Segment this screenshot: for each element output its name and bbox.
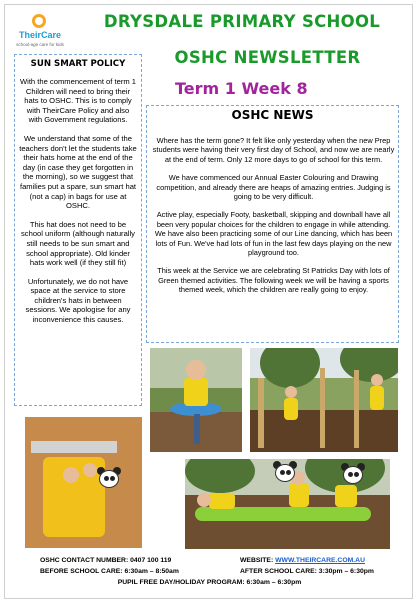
website-label: WEBSITE: xyxy=(240,557,274,564)
contact-number-line xyxy=(40,557,171,564)
newsletter-title: OSHC NEWSLETTER xyxy=(174,48,361,67)
oshc-news-box xyxy=(146,105,399,343)
sun-icon xyxy=(32,14,46,28)
news-paragraph: This week at the Service we are celebrating St Patricks Day with lots of Green themed activities. The following week we will be having a sports themed week, which the children are really going to enjoy. xyxy=(157,266,390,295)
news-paragraph: Where has the term gone? It felt like only yesterday when the new Prep students were having their very first day of School, and now we are nearly at the end of term. Only 12 more days to go of school for this term. xyxy=(152,136,395,164)
before-school-care: BEFORE SCHOOL CARE: 6:30am – 8:50am xyxy=(40,568,179,575)
contact-label: OSHC CONTACT NUMBER: xyxy=(40,557,129,564)
news-body xyxy=(152,136,395,304)
photo-child-spinner xyxy=(150,348,242,452)
news-title: OSHC NEWS xyxy=(231,108,314,122)
logo-tagline: school-age care for kids xyxy=(16,42,64,47)
sun-smart-policy-box xyxy=(14,54,142,406)
panda-sticker-icon xyxy=(97,467,121,489)
sun-policy-body xyxy=(19,77,137,334)
sun-policy-title: SUN SMART POLICY xyxy=(30,59,126,69)
after-school-care: AFTER SCHOOL CARE: 3:30pm – 6:30pm xyxy=(240,568,374,575)
sun-policy-paragraph: Unfortunately, we do not have space at the service to store children's hats in between sessions. We apologise for any inconvenience this causes. xyxy=(25,276,131,325)
sun-policy-paragraph: This hat does not need to be school uniform (although naturally still needs to be sun smart and school appropriate). Old kinder hats work well (if they still fit) xyxy=(21,219,135,268)
news-paragraph: We have commenced our Annual Easter Colouring and Drawing competition, and already there are heaps of amazing entries. Judging is going to be very difficult. xyxy=(156,173,391,202)
term-week-subtitle: Term 1 Week 8 xyxy=(175,79,308,98)
photo-slide-tower xyxy=(25,417,142,548)
pupil-free-day: PUPIL FREE DAY/HOLIDAY PROGRAM: 6:30am – 6:30pm xyxy=(117,579,302,586)
news-paragraph: Active play, especially Footy, basketball, skipping and downball have all been very popular choices for the children to engage in while attending. We have also been practicing some of our Line dancing, which has been lots of Fun. We've had lots of fun in the last few days playing on the new playground too. xyxy=(154,210,393,258)
website-line xyxy=(240,557,365,564)
sun-policy-paragraph: We understand that some of the teachers don't let the students take their hats home at the end of the day (in case they get forgotten in the morning), so we suggest that families put a spare, sun smart hat (not a cap) in bags for use at OSHC. xyxy=(19,133,137,211)
contact-number: 0407 100 119 xyxy=(130,557,172,564)
logo-brand: TheirCare xyxy=(18,30,62,40)
panda-sticker-icon xyxy=(273,461,297,483)
website-link[interactable]: WWW.THEIRCARE.COM.AU xyxy=(275,557,365,564)
school-title: DRYSDALE PRIMARY SCHOOL xyxy=(103,12,381,31)
panda-sticker-icon xyxy=(341,463,365,485)
photo-kids-on-log xyxy=(185,459,390,549)
photo-playground-posts xyxy=(250,348,398,452)
sun-policy-paragraph: With the commencement of term 1 Children will need to bring their hats to OSHC. This is to comply with TheirCare Policy and also with Government regulations. xyxy=(19,77,137,125)
